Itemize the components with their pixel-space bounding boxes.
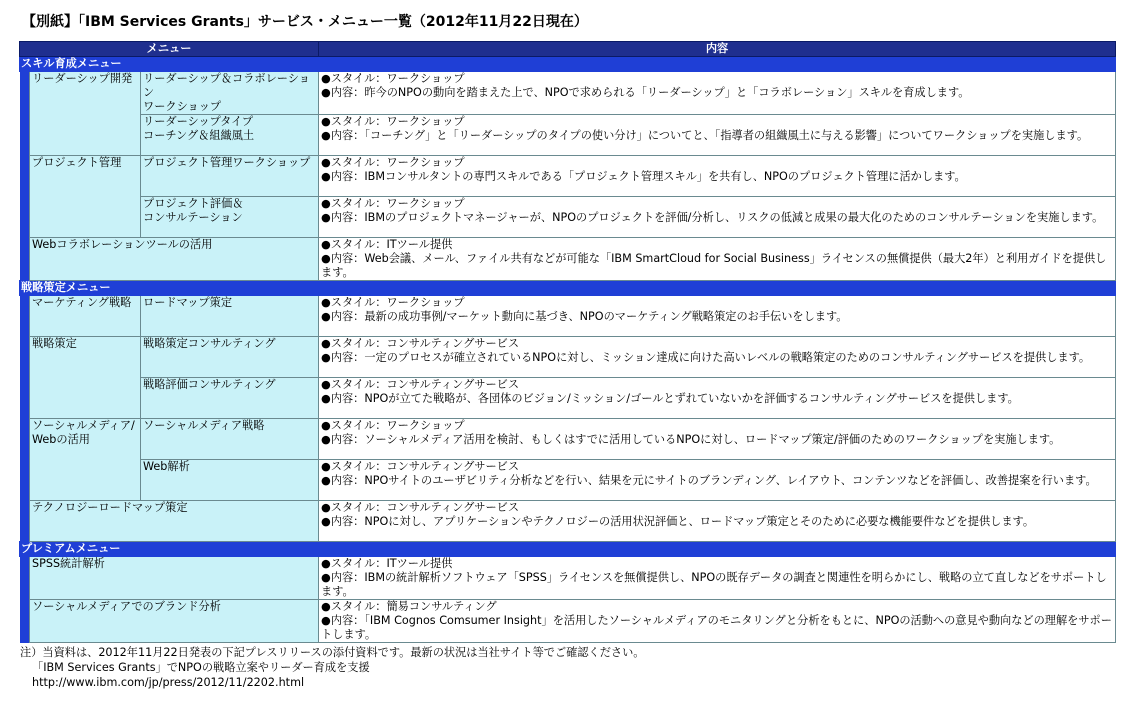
content-style: ●スタイル：ITツール提供	[321, 238, 453, 251]
menu-category: テクノロジーロードマップ策定	[30, 501, 319, 542]
menu-category: ソーシャルメディア/ Webの活用	[30, 419, 141, 501]
menu-category: ソーシャルメディアでのブランド分析	[30, 600, 319, 643]
menu-content	[319, 156, 1116, 197]
menu-content	[319, 337, 1116, 378]
content-description: ●内容：「IBM Cognos Comsumer Insight」を活用したソーシャルメディアのモニタリングと分析をもとに、NPOの活動への意見や動向などの理解をサポートします。	[321, 614, 1112, 641]
table-row	[20, 156, 1116, 197]
section-title: スキル育成メニュー	[20, 57, 1116, 72]
content-description: ●内容：IBMのプロジェクトマネージャーが、NPOのプロジェクトを評価/分析し、リスクの低減と成果の最大化のためのコンサルテーションを実施します。	[321, 211, 1104, 224]
content-style: ●スタイル：ワークショップ	[321, 156, 465, 169]
content-style: ●スタイル：コンサルティングサービス	[321, 337, 520, 350]
content-style: ●スタイル：ワークショップ	[321, 419, 465, 432]
content-style: ●スタイル：簡易コンサルティング	[321, 600, 497, 613]
table-header-row	[20, 42, 1116, 57]
menu-item: リーダーシップ＆コラボレーション ワークショップ	[141, 72, 319, 115]
content-description: ●内容：IBMコンサルタントの専門スキルである「プロジェクト管理スキル」を共有し、NPOのプロジェクト管理に活かします。	[321, 170, 966, 183]
content-style: ●スタイル：ワークショップ	[321, 197, 465, 210]
section-header-row	[20, 57, 1116, 72]
table-row	[20, 337, 1116, 378]
menu-item: ソーシャルメディア戦略	[141, 419, 319, 460]
table-row	[20, 197, 1116, 238]
table-row	[20, 419, 1116, 460]
menu-item: Web解析	[141, 460, 319, 501]
table-row	[20, 378, 1116, 419]
menu-category: リーダーシップ開発	[30, 72, 141, 156]
menu-content	[319, 197, 1116, 238]
content-style: ●スタイル：ワークショップ	[321, 296, 465, 309]
table-row	[20, 600, 1116, 643]
content-description: ●内容：NPOに対し、アプリケーションやテクノロジーの活用状況評価と、ロードマップ策定とそのために必要な機能要件などを提供します。	[321, 515, 1035, 528]
header-content: 内容	[319, 42, 1116, 57]
content-description: ●内容：NPOが立てた戦略が、各団体のビジョン/ミッション/ゴールとずれていないかを評価するコンサルティングサービスを提供します。	[321, 392, 1019, 405]
table-row	[20, 460, 1116, 501]
menu-category: マーケティング戦略	[30, 296, 141, 337]
menu-content	[319, 238, 1116, 281]
section-header-row	[20, 542, 1116, 557]
table-row	[20, 115, 1116, 156]
menu-content	[319, 600, 1116, 643]
menu-category: Webコラボレーションツールの活用	[30, 238, 319, 281]
content-style: ●スタイル：ワークショップ	[321, 115, 465, 128]
menu-item: ロードマップ策定	[141, 296, 319, 337]
table-row	[20, 238, 1116, 281]
menu-item: プロジェクト管理ワークショップ	[141, 156, 319, 197]
content-description: ●内容：ソーシャルメディア活用を検討、もしくはすでに活用しているNPOに対し、ロードマップ策定/評価のためのワークショップを実施します。	[321, 433, 1061, 446]
footnote-line: 注）当資料は、2012年11月22日発表の下記プレスリリースの添付資料です。最新の状況は当社サイト等でご確認ください。	[20, 646, 645, 659]
section-indent	[20, 72, 30, 281]
menu-content	[319, 72, 1116, 115]
section-indent	[20, 557, 30, 643]
section-title: プレミアムメニュー	[20, 542, 1116, 557]
menu-category: SPSS統計解析	[30, 557, 319, 600]
menu-item: リーダーシップタイプ コーチング＆組織風土	[141, 115, 319, 156]
content-description: ●内容：「コーチング」と「リーダーシップのタイプの使い分け」についてと、「指導者の組織風土に与える影響」についてワークショップを実施します。	[321, 129, 1089, 142]
menu-content	[319, 557, 1116, 600]
table-row	[20, 72, 1116, 115]
section-indent	[20, 296, 30, 542]
menu-item: プロジェクト評価＆ コンサルテーション	[141, 197, 319, 238]
menu-content	[319, 296, 1116, 337]
header-menu: メニュー	[20, 42, 319, 57]
menu-content	[319, 501, 1116, 542]
content-style: ●スタイル：ITツール提供	[321, 557, 453, 570]
content-description: ●内容：昨今のNPOの動向を踏まえた上で、NPOで求められる「リーダーシップ」と「コラボレーション」スキルを育成します。	[321, 86, 970, 99]
table-row	[20, 501, 1116, 542]
content-description: ●内容：Web会議、メール、ファイル共有などが可能な「IBM SmartCloud for Social Business」ライセンスの無償提供（最大2年）と利用ガイドを提供します。	[321, 252, 1107, 279]
content-description: ●内容：一定のプロセスが確立されているNPOに対し、ミッション達成に向けた高いレベルの戦略策定のためのコンサルティングサービスを提供します。	[321, 351, 1091, 364]
menu-content	[319, 460, 1116, 501]
menu-content	[319, 115, 1116, 156]
service-menu-table	[19, 41, 1116, 643]
content-style: ●スタイル：コンサルティングサービス	[321, 378, 520, 391]
content-style: ●スタイル：コンサルティングサービス	[321, 501, 520, 514]
content-description: ●内容：最新の成功事例/マーケット動向に基づき、NPOのマーケティング戦略策定のお手伝いをします。	[321, 310, 848, 323]
content-style: ●スタイル：コンサルティングサービス	[321, 460, 520, 473]
footnotes	[20, 645, 644, 690]
page-title: 【別紙】「IBM Services Grants」サービス・メニュー一覧（2012年11月22日現在）	[22, 14, 588, 30]
section-header-row	[20, 281, 1116, 296]
menu-item: 戦略評価コンサルティング	[141, 378, 319, 419]
content-style: ●スタイル：ワークショップ	[321, 72, 465, 85]
table-row	[20, 296, 1116, 337]
footnote-url: http://www.ibm.com/jp/press/2012/11/2202.html	[32, 676, 305, 689]
table-row	[20, 557, 1116, 600]
menu-category: プロジェクト管理	[30, 156, 141, 238]
menu-item: 戦略策定コンサルティング	[141, 337, 319, 378]
menu-content	[319, 378, 1116, 419]
content-description: ●内容：NPOサイトのユーザビリティ分析などを行い、結果を元にサイトのブランディング、レイアウト、コンテンツなどを評価し、改善提案を行います。	[321, 474, 1097, 487]
menu-category: 戦略策定	[30, 337, 141, 419]
content-description: ●内容：IBMの統計解析ソフトウェア「SPSS」ライセンスを無償提供し、NPOの既存データの調査と関連性を明らかにし、戦略の立て直しなどをサポートします。	[321, 571, 1107, 598]
section-title: 戦略策定メニュー	[20, 281, 1116, 296]
footnote-line: 「IBM Services Grants」でNPOの戦略立案やリーダー育成を支援	[32, 661, 370, 674]
menu-content	[319, 419, 1116, 460]
